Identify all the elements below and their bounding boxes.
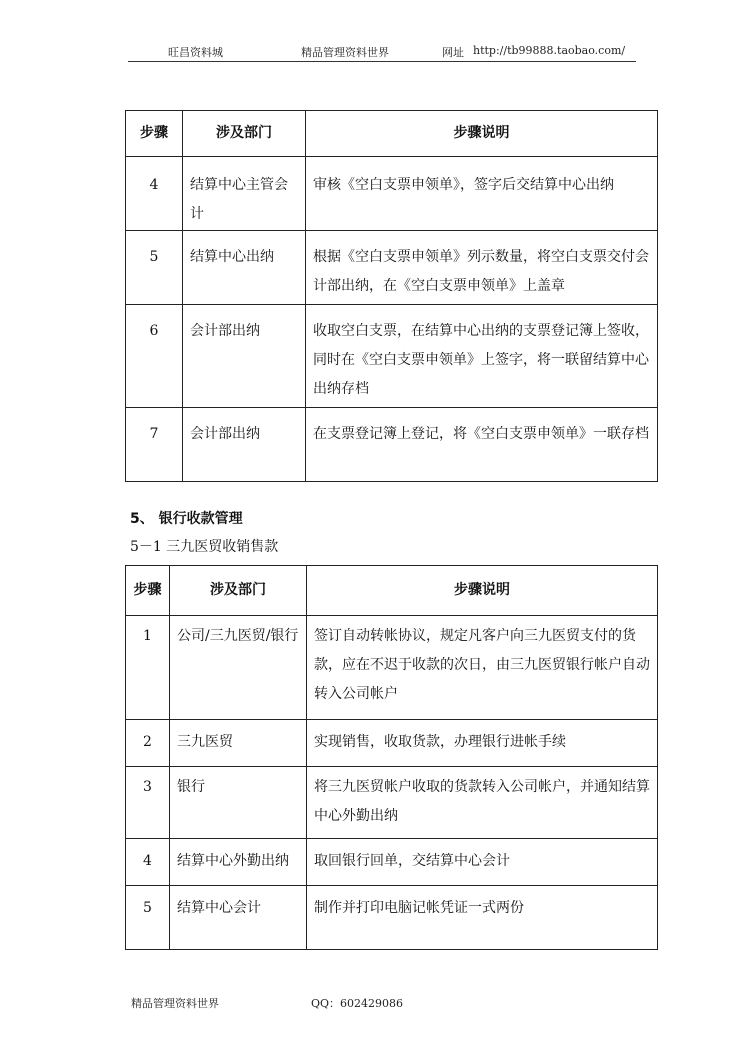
step-number: 7: [126, 408, 183, 482]
department-cell: 三九医贸: [170, 720, 307, 767]
step-number: 5: [126, 886, 170, 950]
department-cell: 会计部出纳: [183, 305, 306, 408]
description-cell: 在支票登记簿上登记，将《空白支票申领单》一联存档: [306, 408, 658, 482]
department-cell: 会计部出纳: [183, 408, 306, 482]
header-divider: [128, 61, 636, 62]
col-header-step: 步骤: [126, 566, 170, 616]
description-cell: 签订自动转帐协议，规定凡客户向三九医贸支付的货款，应在不迟于收款的次日，由三九医贸银行帐户自动转入公司帐户: [307, 616, 658, 720]
department-cell: 结算中心外勤出纳: [170, 839, 307, 886]
department-cell: 结算中心会计: [170, 886, 307, 950]
step-number: 3: [126, 767, 170, 839]
step-number: 4: [126, 157, 183, 231]
table-row: [126, 231, 658, 305]
table-bank-receipt-steps: [125, 565, 658, 950]
description-cell: 制作并打印电脑记帐凭证一式两份: [307, 886, 658, 950]
table-cheque-steps: [125, 110, 658, 482]
section-title: 5、 银行收款管理: [130, 511, 243, 527]
description-cell: 将三九医贸帐户收取的货款转入公司帐户，并通知结算中心外勤出纳: [307, 767, 658, 839]
description-cell: 实现销售，收取货款，办理银行进帐手续: [307, 720, 658, 767]
header-url-link[interactable]: http://tb99888.taobao.com/: [473, 44, 626, 57]
table-row: [126, 157, 658, 231]
header-brand: 精品管理资料世界: [301, 46, 389, 59]
table-row: [126, 886, 658, 950]
step-number: 4: [126, 839, 170, 886]
step-number: 6: [126, 305, 183, 408]
subsection-title: 5－1 三九医贸收销售款: [130, 539, 279, 555]
step-number: 1: [126, 616, 170, 720]
col-header-dept: 涉及部门: [170, 566, 307, 616]
department-cell: 银行: [170, 767, 307, 839]
step-number: 2: [126, 720, 170, 767]
table-row: [126, 720, 658, 767]
footer-qq: QQ：602429086: [311, 997, 404, 1010]
department-cell: 结算中心出纳: [183, 231, 306, 305]
table-header-row: [126, 566, 658, 616]
col-header-step: 步骤: [126, 111, 183, 157]
footer-brand: 精品管理资料世界: [131, 997, 219, 1010]
header-url-label: 网址: [442, 46, 464, 59]
header-site-name: 旺昌资料城: [168, 46, 223, 59]
description-cell: 审核《空白支票申领单》，签字后交结算中心出纳: [306, 157, 658, 231]
table-row: [126, 767, 658, 839]
description-cell: 取回银行回单，交结算中心会计: [307, 839, 658, 886]
col-header-desc: 步骤说明: [306, 111, 658, 157]
table-row: [126, 305, 658, 408]
col-header-desc: 步骤说明: [307, 566, 658, 616]
department-cell: 公司/三九医贸/银行: [170, 616, 307, 720]
step-number: 5: [126, 231, 183, 305]
table-header-row: [126, 111, 658, 157]
department-cell: 结算中心主管会计: [183, 157, 306, 231]
description-cell: 收取空白支票，在结算中心出纳的支票登记簿上签收，同时在《空白支票申领单》上签字，将一联留结算中心出纳存档: [306, 305, 658, 408]
col-header-dept: 涉及部门: [183, 111, 306, 157]
description-cell: 根据《空白支票申领单》列示数量，将空白支票交付会计部出纳，在《空白支票申领单》上盖章: [306, 231, 658, 305]
table-row: [126, 616, 658, 720]
table-row: [126, 839, 658, 886]
table-row: [126, 408, 658, 482]
